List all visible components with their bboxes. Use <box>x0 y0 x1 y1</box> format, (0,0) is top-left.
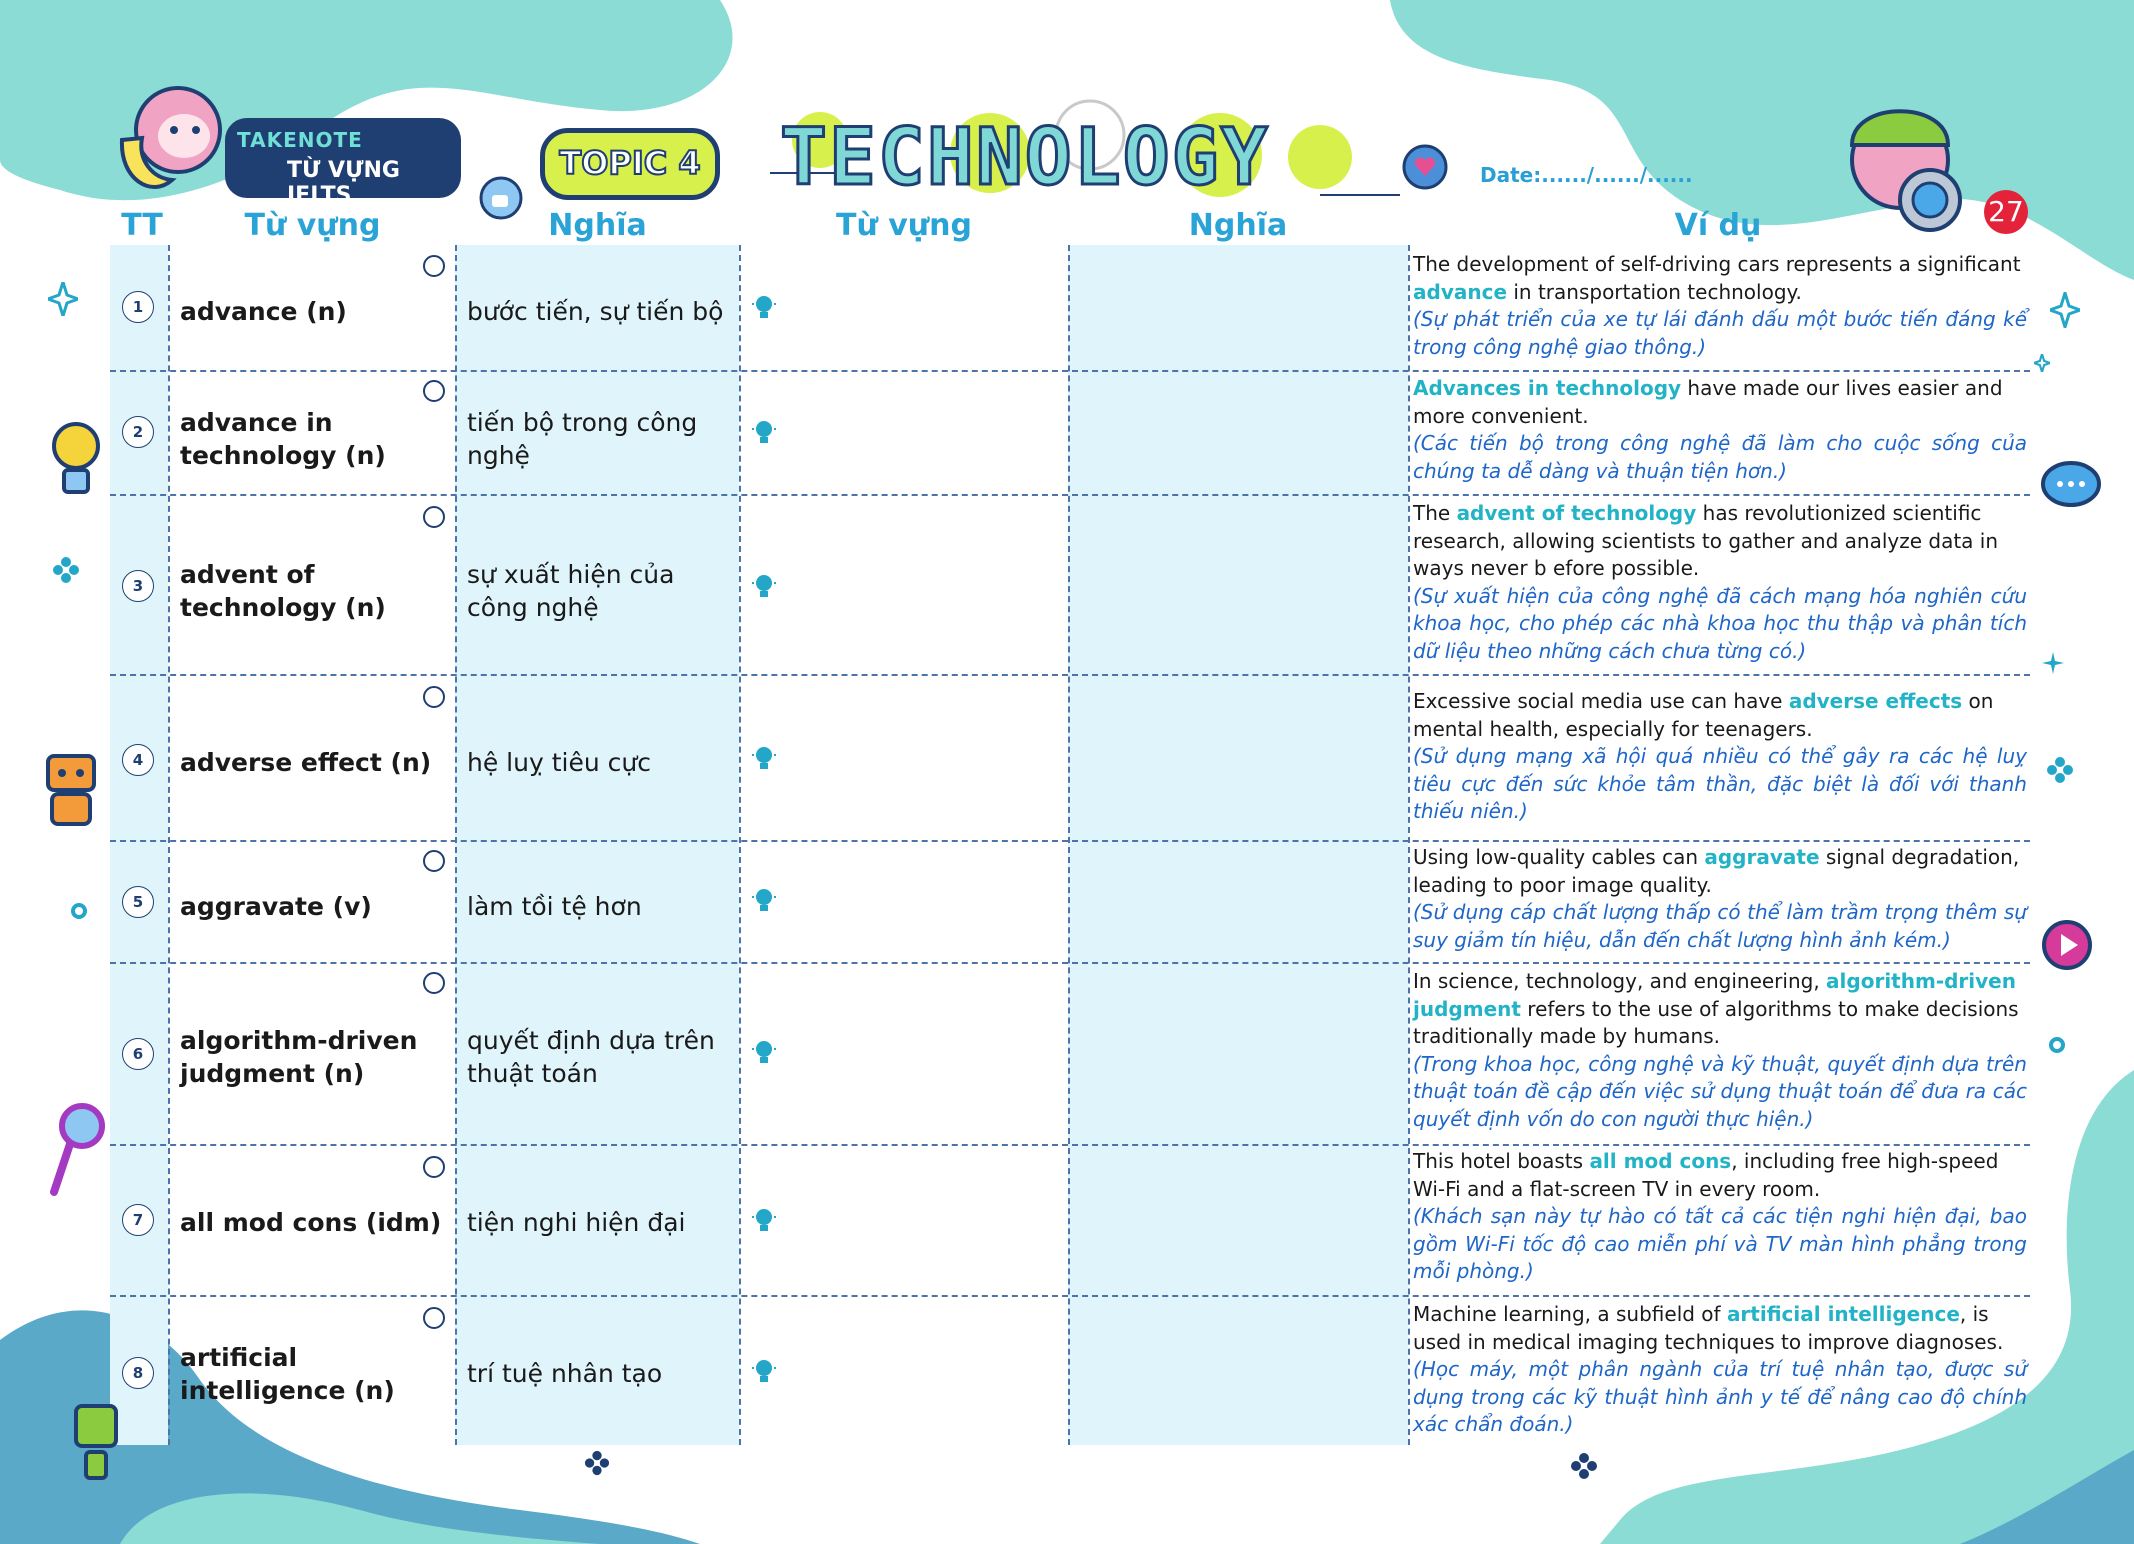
example-vietnamese: (Sử dụng cáp chất lượng thấp có thể làm trầm trọng thêm sự suy giảm tín hiệu, dẫn đến chất lượng hình ảnh kém.) <box>1413 900 2027 952</box>
example-highlight: advance <box>1413 279 1508 304</box>
column-header-meaning-practice: Nghĩa <box>1188 208 1288 243</box>
column-header-word: Từ vựng <box>244 208 381 243</box>
column-header-example: Ví dụ <box>1674 208 1762 243</box>
row-number: 7 <box>122 1204 154 1236</box>
brand-line-1: TAKENOTE <box>237 128 363 152</box>
checkbox-circle[interactable] <box>423 1307 445 1329</box>
example-text <box>1413 251 2027 361</box>
ring-icon <box>70 902 88 920</box>
vocab-meaning: làm tồi tệ hơn <box>467 892 642 921</box>
column-header-word-practice: Từ vựng <box>835 208 972 243</box>
example-vietnamese: (Sử dụng mạng xã hội quá nhiều có thể gây ra các hệ luỵ tiêu cực đến sức khỏe tâm thần, đặc biệt là đối với thanh thiếu niên.) <box>1413 744 2027 824</box>
example-highlight: all mod cons <box>1589 1149 1732 1173</box>
monkey-mascot-left <box>112 80 230 200</box>
example-vietnamese: (Khách sạn này tự hào có tất cả các tiện nghi hiện đại, bao gồm Wi-Fi tốc độ cao miễn phí và TV màn hình phẳng trong mỗi phòng.) <box>1413 1204 2027 1284</box>
example-highlight: Advances in technology <box>1413 376 1682 400</box>
vocab-word: adverse effect (n) <box>180 748 432 777</box>
example-text <box>1413 844 2027 954</box>
row-number: 3 <box>122 570 154 602</box>
example-en: Excessive social media use can have <box>1413 689 1789 713</box>
play-button-icon <box>2040 918 2094 972</box>
vocab-word: all mod cons (idm) <box>180 1208 442 1237</box>
row-number: 4 <box>122 744 154 776</box>
small-sparkle-icon <box>2034 354 2050 372</box>
example-text <box>1413 1301 2027 1439</box>
pinwheel-icon <box>1570 1452 1598 1480</box>
checkbox-circle[interactable] <box>423 255 445 277</box>
small-star-icon <box>2042 652 2064 674</box>
checkbox-circle[interactable] <box>423 686 445 708</box>
example-en-end: , including free high-speed Wi-Fi and a flat-screen TV in every room. <box>1413 1149 1999 1201</box>
ring-icon <box>2048 1036 2066 1054</box>
vocab-meaning: sự xuất hiện của công nghệ <box>467 560 675 622</box>
checkbox-circle[interactable] <box>423 1156 445 1178</box>
example-highlight: adverse effects <box>1788 689 1963 713</box>
checkbox-circle[interactable] <box>423 380 445 402</box>
vocab-meaning: trí tuệ nhân tạo <box>467 1359 663 1388</box>
checkbox-circle[interactable] <box>423 850 445 872</box>
lightbulb-decoration-icon <box>50 420 102 498</box>
page-number: 27 <box>1984 190 2028 234</box>
vocab-row-6 <box>110 962 2030 1144</box>
lightbulb-icon <box>751 744 777 774</box>
example-en: In science, technology, and engineering, <box>1413 969 1827 993</box>
example-highlight: aggravate <box>1704 845 1820 869</box>
example-en-end: refers to the use of algorithms to make decisions traditionally made by humans. <box>1413 996 2019 1049</box>
example-vietnamese: (Học máy, một phân ngành của trí tuệ nhân tạo, được sử dụng trong các kỹ thuật hình ảnh y tế để nâng cao độ chính xác chẩn đoán.) <box>1413 1357 2027 1437</box>
example-highlight: artificial intelligence <box>1726 1302 1960 1326</box>
vocab-row-1 <box>110 245 2030 370</box>
vocab-word: advance (n) <box>180 297 347 326</box>
topic-badge: TOPIC 4 <box>540 128 720 200</box>
example-en: This hotel boasts <box>1413 1149 1590 1173</box>
row-number: 1 <box>122 291 154 323</box>
vocab-row-4 <box>110 674 2030 840</box>
vocab-word: artificial intelligence (n) <box>180 1343 395 1405</box>
vocab-meaning: bước tiến, sự tiến bộ <box>467 297 724 326</box>
row-number: 6 <box>122 1038 154 1070</box>
example-highlight: algorithm-driven judgment <box>1413 969 2016 1021</box>
sparkle-icon <box>2050 292 2080 328</box>
example-en: The development of self-driving cars represents a significant <box>1413 252 2021 276</box>
vocab-meaning: tiến bộ trong công nghệ <box>467 408 698 470</box>
example-en: Using low-quality cables can <box>1413 845 1705 869</box>
vocab-row-7 <box>110 1144 2030 1295</box>
example-vietnamese: (Các tiến bộ trong công nghệ đã làm cho cuộc sống của chúng ta dễ dàng và thuận tiện hơn.) <box>1413 431 2027 483</box>
vocab-word: advent of technology (n) <box>180 560 386 622</box>
example-highlight: advent of technology <box>1456 501 1697 525</box>
example-vietnamese: (Sự xuất hiện của công nghệ đã cách mạng hóa nghiên cứu khoa học, cho phép các nhà khoa học thu thập và phân tích dữ liệu theo những cách chưa từng có.) <box>1413 583 2027 663</box>
example-text <box>1413 968 2027 1134</box>
lightbulb-icon <box>751 418 777 448</box>
vocab-row-8 <box>110 1295 2030 1445</box>
vocab-word: advance in technology (n) <box>180 408 386 470</box>
example-text <box>1413 375 2027 485</box>
lightbulb-icon <box>751 1357 777 1387</box>
vocab-meaning: tiện nghi hiện đại <box>467 1208 686 1237</box>
chat-bubble-icon <box>2040 460 2102 516</box>
vocab-meaning: hệ luỵ tiêu cực <box>467 748 651 777</box>
pinwheel-icon <box>2046 756 2074 784</box>
lightbulb-icon <box>751 886 777 916</box>
row-number: 2 <box>122 416 154 448</box>
sparkle-icon <box>48 282 78 316</box>
example-en-end: , is used in medical imaging techniques to improve diagnoses. <box>1413 1302 2004 1354</box>
page-title: TECHNOLOGY <box>780 113 1270 203</box>
heart-chat-icon <box>1400 142 1450 192</box>
checkbox-circle[interactable] <box>423 972 445 994</box>
vocab-row-3 <box>110 494 2030 674</box>
date-field[interactable]: Date:....../....../...... <box>1480 163 1693 187</box>
row-number: 5 <box>122 886 154 918</box>
robot-icon <box>38 746 104 832</box>
brand-line-2: TỪ VỰNG IELTS <box>287 158 400 208</box>
example-en: The <box>1413 501 1457 525</box>
example-text <box>1413 1148 2027 1286</box>
example-en-end: has revolutionized scientific research, allowing scientists to gather and analyze data in ways never b efore possible. <box>1413 501 1999 581</box>
lightbulb-icon <box>751 572 777 602</box>
takenote-brand-badge <box>225 118 461 208</box>
example-en-end: have made our lives easier and more convenient. <box>1413 376 2003 428</box>
pinwheel-icon <box>584 1450 610 1476</box>
lightbulb-icon <box>751 293 777 323</box>
column-header-tt: TT <box>121 208 163 243</box>
lightbulb-icon <box>751 1038 777 1068</box>
vocab-word: algorithm-driven judgment (n) <box>180 1026 418 1088</box>
vocab-row-5 <box>110 840 2030 962</box>
example-en: Machine learning, a subfield of <box>1413 1302 1727 1326</box>
example-en-end: in transportation technology. <box>1507 279 1802 304</box>
pinwheel-icon <box>52 556 80 584</box>
robot-green-icon <box>66 1400 126 1486</box>
lightbulb-icon <box>751 1206 777 1236</box>
example-vietnamese: (Sự phát triển của xe tự lái đánh dấu một bước tiến đáng kể trong công nghệ giao thông.) <box>1413 307 2027 359</box>
example-text <box>1413 688 2027 826</box>
checkbox-circle[interactable] <box>423 506 445 528</box>
column-header-meaning: Nghĩa <box>548 208 647 243</box>
example-en-end: on mental health, especially for teenagers. <box>1413 689 1994 741</box>
magnifier-icon <box>48 1102 108 1198</box>
vocab-word: aggravate (v) <box>180 892 372 921</box>
example-vietnamese: (Trong khoa học, công nghệ và kỹ thuật, quyết định dựa trên thuật toán đề cập đến việc sử dụng thuật toán để đưa ra các quyết định vốn do con người thực hiện.) <box>1413 1051 2027 1131</box>
row-number: 8 <box>122 1357 154 1389</box>
vocab-row-2 <box>110 370 2030 494</box>
vocab-meaning: quyết định dựa trên thuật toán <box>467 1026 715 1088</box>
example-text <box>1413 500 2027 666</box>
example-en-end: signal degradation, leading to poor image quality. <box>1413 845 2020 897</box>
